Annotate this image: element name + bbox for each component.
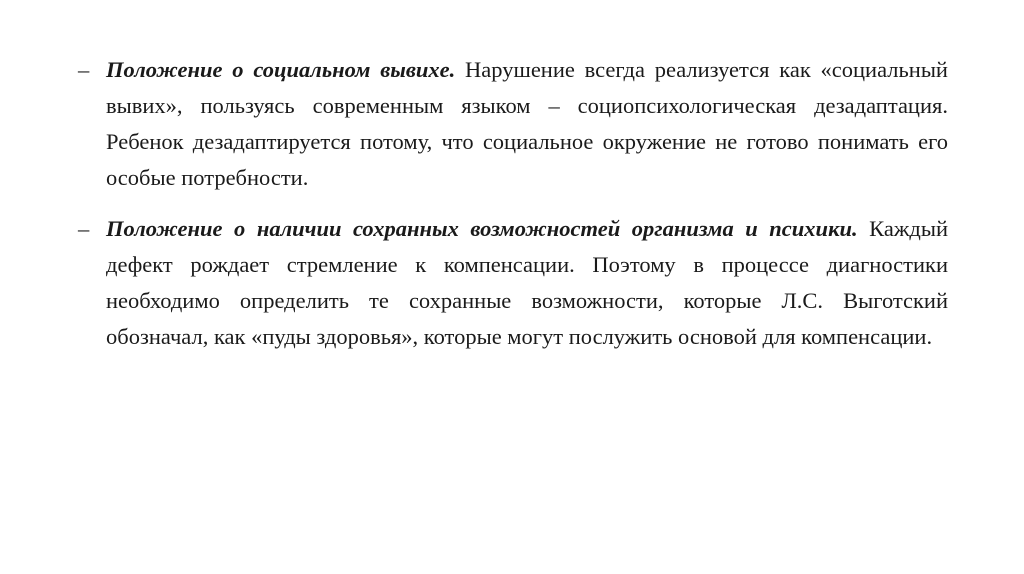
item-heading: Положение о социальном вывихе. [106,57,456,82]
item-body: Нарушение всегда реализуется как «социальный вывих», пользуясь современным языком – социопсихологическая дезадаптация. Ребенок дезадаптируется потому, что социальное окружение не готово понимать его особые потребности. [106,57,948,190]
item-heading: Положение о наличии сохранных возможностей организма и психики. [106,216,858,241]
list-item-preserved-abilities [78,211,948,355]
list-item-text [106,211,948,355]
list-item-text [106,52,948,196]
list-item-social-dislocation [78,52,948,196]
dash-bullet: – [78,57,90,82]
item-body: Каждый дефект рождает стремление к компенсации. Поэтому в процессе диагностики необходимо определить те сохранные возможности, которые Л.С. Выготский обозначал, как «пуды здоровья», которые могут послужить основой для компенсации. [106,216,948,349]
dash-bullet: – [78,216,90,241]
